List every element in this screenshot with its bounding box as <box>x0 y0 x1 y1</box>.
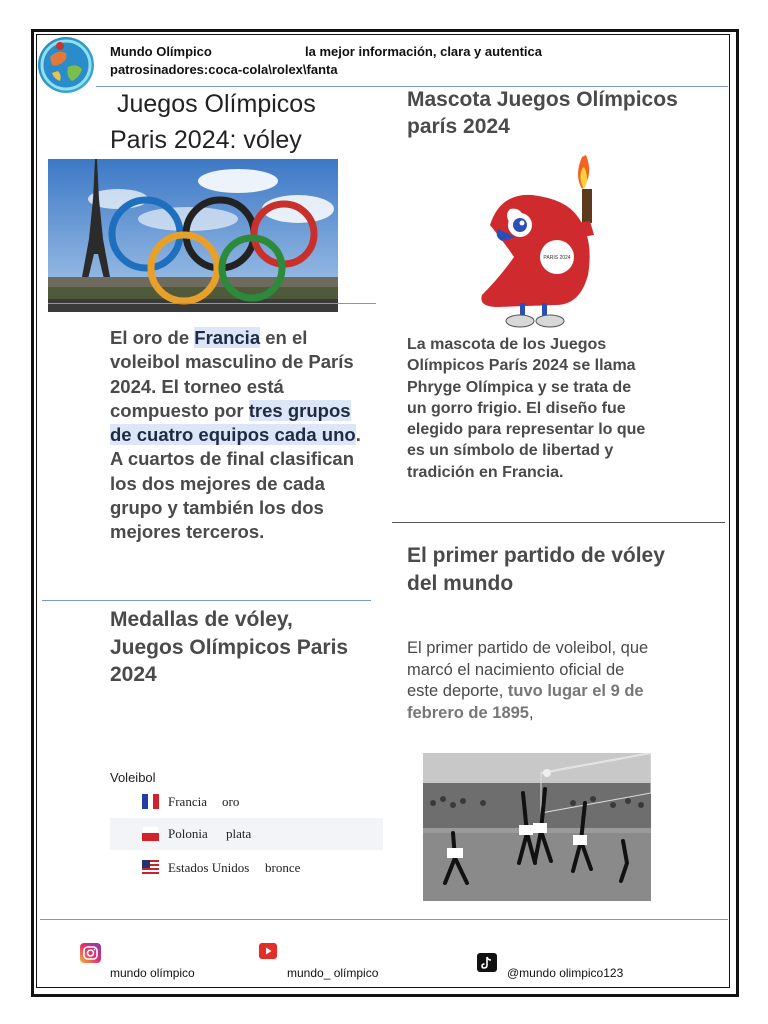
photo-divider <box>48 303 376 304</box>
medal-country: Estados Unidos <box>168 860 250 875</box>
youtube-icon[interactable] <box>259 943 277 959</box>
left-section-divider <box>42 600 371 601</box>
phryge-mascot-image <box>470 145 620 330</box>
highlight-francia: Francia <box>194 327 261 348</box>
instagram-handle[interactable]: mundo olímpico <box>110 966 195 980</box>
medal-type: oro <box>222 794 240 809</box>
mascot-text: La mascota de los Juegos Olímpicos París 2024 se llama Phryge Olímpica y se trata de un gorro frigio. El diseño fue elegido para representar lo que es un símbolo de libertad y tradición en Francia. <box>407 336 646 481</box>
volley-article-text: El oro de Francia en el voleibol masculino de París 2024. El torneo está compuesto por tres grupos de cuatro equipos cada uno. A cuartos de final clasifican los dos mejores de cada grupo y también los dos mejores terceros. <box>110 327 361 543</box>
globe-logo-icon <box>38 37 94 93</box>
tiktok-handle[interactable]: @mundo olimpico123 <box>507 966 624 980</box>
page-title-line1: Juegos Olímpicos <box>117 90 316 118</box>
sponsors-line: patrosinadores:coca-cola\rolex\fanta <box>110 62 338 77</box>
historic-volleyball-photo <box>423 753 651 901</box>
first-match-text: El primer partido de voleibol, que marcó el nacimiento oficial de este deporte, tuvo lugar el 9 de febrero de 1895, <box>407 639 649 722</box>
page-title <box>110 86 316 158</box>
page-title-line2: Paris 2024: vóley <box>110 126 302 154</box>
eiffel-olympic-rings-photo <box>48 159 338 312</box>
mascot-badge-text: PARIS 2024 <box>543 255 571 261</box>
medal-row <box>110 852 383 884</box>
medal-row <box>110 818 383 850</box>
youtube-handle[interactable]: mundo_ olímpico <box>287 966 379 980</box>
first-match-title: El primer partido de vóley del mundo <box>407 544 665 595</box>
medals-caption: Voleibol <box>110 770 156 785</box>
right-section-divider <box>392 522 725 523</box>
medal-row <box>110 786 383 818</box>
highlight-groups: tres grupos de cuatro equipos cada uno <box>110 399 356 446</box>
site-name: Mundo Olímpico <box>110 44 212 59</box>
site-tagline: la mejor información, clara y autentica <box>305 44 542 59</box>
medal-type: bronce <box>265 860 301 875</box>
tiktok-icon[interactable] <box>477 953 497 972</box>
medals-title: Medallas de vóley, Juegos Olímpicos Paris 2024 <box>110 608 349 686</box>
flag-poland-icon <box>142 826 159 841</box>
medal-country: Polonia <box>168 826 208 841</box>
medal-type: plata <box>226 826 252 841</box>
flag-usa-icon <box>142 860 159 875</box>
footer-divider <box>40 919 728 920</box>
medal-country: Francia <box>168 794 207 809</box>
first-match-date: tuvo lugar el 9 de febrero de 1895 <box>407 682 644 722</box>
flag-france-icon <box>142 794 159 809</box>
instagram-icon[interactable] <box>80 943 101 963</box>
mascot-title: Mascota Juegos Olímpicos parís 2024 <box>407 88 678 138</box>
